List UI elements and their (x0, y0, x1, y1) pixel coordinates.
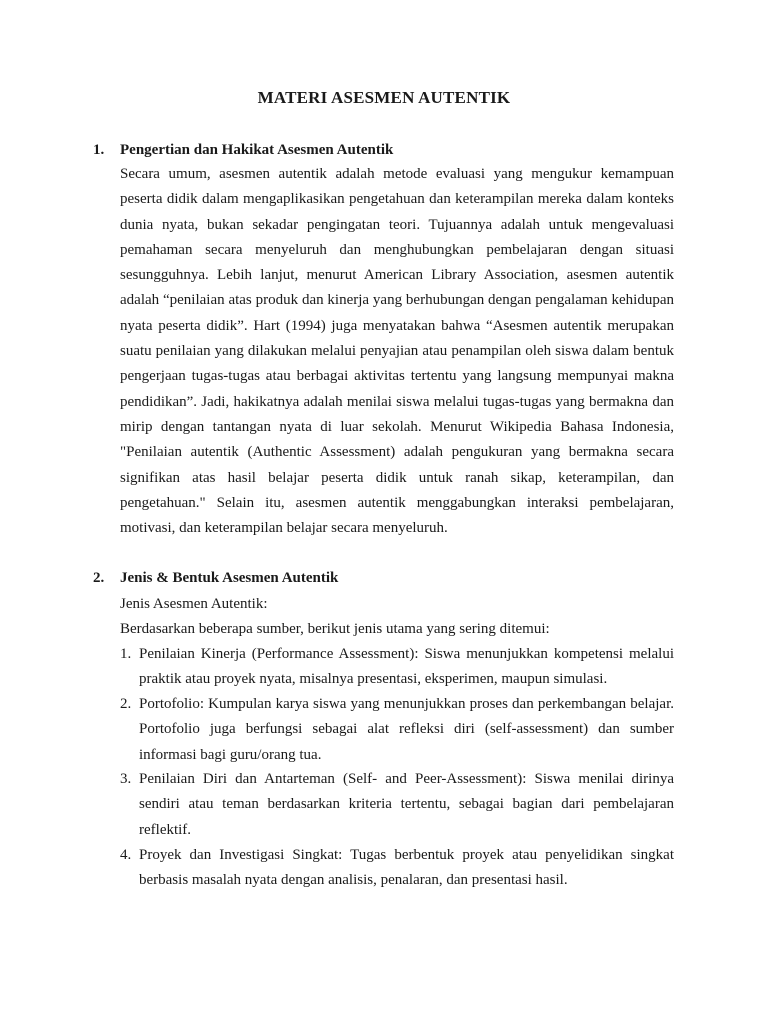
section-2-number: 2. (93, 570, 105, 586)
section-2-heading (93, 569, 338, 587)
list-item-number: 4. (120, 847, 132, 863)
section-1-number: 1. (93, 142, 105, 158)
section-1-heading (93, 141, 393, 159)
list-item-text: Penilaian Diri dan Antarteman (Self- and Peer-Assessment): Siswa menilai dirinya sendiri atau teman berdasarkan kriteria tertentu, sebagai bagian dari pembelajaran reflektif. (139, 771, 674, 838)
list-item (120, 642, 674, 693)
list-item (120, 843, 674, 894)
section-2-subheading: Jenis Asesmen Autentik: (120, 596, 268, 612)
section-2-title: Jenis & Bentuk Asesmen Autentik (120, 570, 339, 586)
section-2-intro: Berdasarkan beberapa sumber, berikut jenis utama yang sering ditemui: (120, 621, 550, 637)
section-1-title: Pengertian dan Hakikat Asesmen Autentik (120, 142, 394, 158)
list-item-number: 2. (120, 696, 132, 712)
document-title: MATERI ASESMEN AUTENTIK (257, 88, 511, 107)
list-item (120, 692, 674, 768)
list-item-text: Proyek dan Investigasi Singkat: Tugas berbentuk proyek atau penyelidikan singkat berbasis masalah nyata dengan analisis, penalaran, dan presentasi hasil. (139, 847, 674, 889)
section-1-body: Secara umum, asesmen autentik adalah metode evaluasi yang mengukur kemampuan peserta didik dalam mengaplikasikan pengetahuan dan keterampilan mereka dalam konteks dunia nyata, bukan sekadar pengingatan teori. Tujuannya adalah untuk mengevaluasi pemahaman secara menyeluruh dan menghubungkan pembelajaran dengan situasi sesungguhnya. Lebih lanjut, menurut American Library Association, asesmen autentik adalah “penilaian atas produk dan kinerja yang berhubungan dengan pengalaman kehidupan nyata peserta didik”. Hart (1994) juga menyatakan bahwa “Asesmen autentik merupakan suatu penilaian yang dilakukan melalui penyajian atau penampilan oleh siswa dalam bentuk pengerjaan tugas-tugas atau berbagai aktivitas tertentu yang langsung mempunyai makna pendidikan”. Jadi, hakikatnya adalah menilai siswa melalui tugas-tugas yang bermakna dan mirip dengan tantangan nyata di luar sekolah. Menurut Wikipedia Bahasa Indonesia, "Penilaian autentik (Authentic Assessment) adalah pengukuran yang bermakna secara signifikan atas hasil belajar peserta didik untuk ranah sikap, keterampilan, dan pengetahuan." Selain itu, asesmen autentik menggabungkan interaksi pembelajaran, motivasi, dan keterampilan belajar secara menyeluruh. (120, 166, 674, 537)
list-item-text: Portofolio: Kumpulan karya siswa yang menunjukkan proses dan perkembangan belajar. Portofolio juga berfungsi sebagai alat refleksi diri (self-assessment) dan sumber informasi bagi guru/orang tua. (139, 696, 674, 763)
list-item-number: 1. (120, 646, 132, 662)
list-item-text: Penilaian Kinerja (Performance Assessment): Siswa menunjukkan kompetensi melalui praktik atau proyek nyata, misalnya presentasi, eksperimen, maupun simulasi. (139, 646, 674, 688)
list-item-number: 3. (120, 771, 132, 787)
list-item (120, 767, 674, 843)
